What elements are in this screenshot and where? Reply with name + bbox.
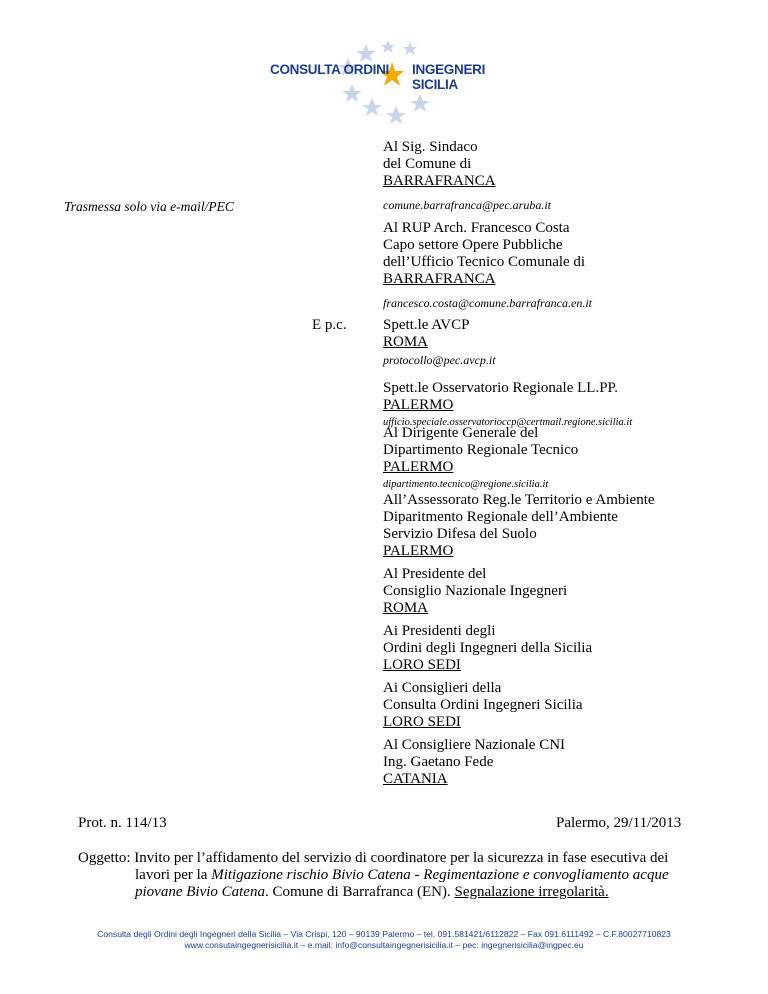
recipient-line: Al Dirigente Generale del [383,425,539,441]
recipient-email: ufficio.speciale.osservatorioccp@certmail.regione.sicilia.it [383,417,633,428]
recipient-block [383,623,592,674]
recipient-block [383,680,583,731]
protocol-number: Prot. n. 114/13 [78,815,167,831]
subject-line3-italic: piovane Bivio Catena [135,884,265,900]
subject-line3 [78,884,700,901]
recipient-city: LORO SEDI [383,714,461,730]
recipient-line: Capo settore Opere Pubbliche [383,237,563,253]
recipient-line: dell’Ufficio Tecnico Comunale di [383,254,586,270]
recipient-email: francesco.costa@comune.barrafranca.en.it [383,296,593,310]
recipient-line: Dipartimento Regionale Tecnico [383,442,579,458]
letter-date: Palermo, 29/11/2013 [556,815,682,831]
recipient-line: del Comune di [383,156,472,172]
recipient-city: BARRAFRANCA [383,271,496,287]
subject-line3-normal: . Comune di Barrafranca (EN). [264,884,455,900]
recipient-block [383,380,632,430]
recipient-line: Al Presidente del [383,566,487,582]
recipient-email: dipartimento.tecnico@regione.sicilia.it [383,479,549,490]
recipient-line: Ordini degli Ingegneri della Sicilia [383,640,593,656]
epc-label: E p.c. [312,317,347,333]
recipient-line: Diparitmento Regionale dell’Ambiente [383,509,618,525]
recipient-block [383,139,551,212]
logo-text-right: INGEGNERI SICILIA [412,62,486,92]
recipient-city: CATANIA [383,771,448,787]
recipient-city: PALERMO [383,397,454,413]
subject-line1: Oggetto: Invito per l’affidamento del servizio di coordinatore per la sicurezza in fase esecutiva dei [78,850,669,866]
footer [0,929,768,951]
recipient-block [383,492,655,560]
transmission-note: Trasmessa solo via e-mail/PEC [64,199,234,214]
recipient-line: Ai Presidenti degli [383,623,496,639]
logo [270,36,510,126]
subject-line2-italic: Mitigazione rischio Bivio Catena - Regimentazione e convogliamento acque [211,867,669,883]
subject-line3-underlined: Segnalazione irregolarità. [454,884,609,900]
recipient-city: PALERMO [383,543,454,559]
recipient-line: Consulta Ordini Ingegneri Sicilia [383,697,583,713]
recipient-block [383,425,578,492]
recipient-block [383,737,565,788]
recipient-line: Spett.le AVCP [383,317,470,333]
footer-contacts: www.consutaingegnerisicilia.it – e.mail: info@consultaingegnerisicilia.it – pec: ingegnerisicilia@ingpec.eu [184,940,584,950]
recipient-city: BARRAFRANCA [383,173,496,189]
recipient-email: comune.barrafranca@pec.aruba.it [383,198,552,212]
recipient-block [383,566,567,617]
recipient-line: Servizio Difesa del Suolo [383,526,537,542]
recipient-city: LORO SEDI [383,657,461,673]
recipient-block [383,220,592,310]
recipient-line: Consiglio Nazionale Ingegneri [383,583,568,599]
recipient-line: Al RUP Arch. Francesco Costa [383,220,570,236]
recipient-line: Ing. Gaetano Fede [383,754,494,770]
subject [78,850,700,901]
recipient-email: protocollo@pec.avcp.it [383,353,496,367]
logo-text-left: CONSULTA ORDINI [270,62,389,77]
recipient-line: Spett.le Osservatorio Regionale LL.PP. [383,380,618,396]
recipient-line: Ai Consiglieri della [383,680,502,696]
recipient-block [383,317,496,367]
recipient-city: ROMA [383,334,429,350]
footer-address: Consulta degli Ordini degli Ingegneri della Sicilia – Via Crispi, 120 – 90139 Palermo – tel. 091.581421/6112822 – Fax 091.6111492 – C.F.80027710823 [97,929,671,939]
recipient-line: Al Consigliere Nazionale CNI [383,737,566,753]
subject-line2-normal: lavori per la [135,867,212,883]
subject-line2 [78,867,700,884]
recipient-city: ROMA [383,600,429,616]
recipient-city: PALERMO [383,459,454,475]
recipient-line: All’Assessorato Reg.le Territorio e Ambiente [383,492,655,508]
recipient-line: Al Sig. Sindaco [383,139,478,155]
